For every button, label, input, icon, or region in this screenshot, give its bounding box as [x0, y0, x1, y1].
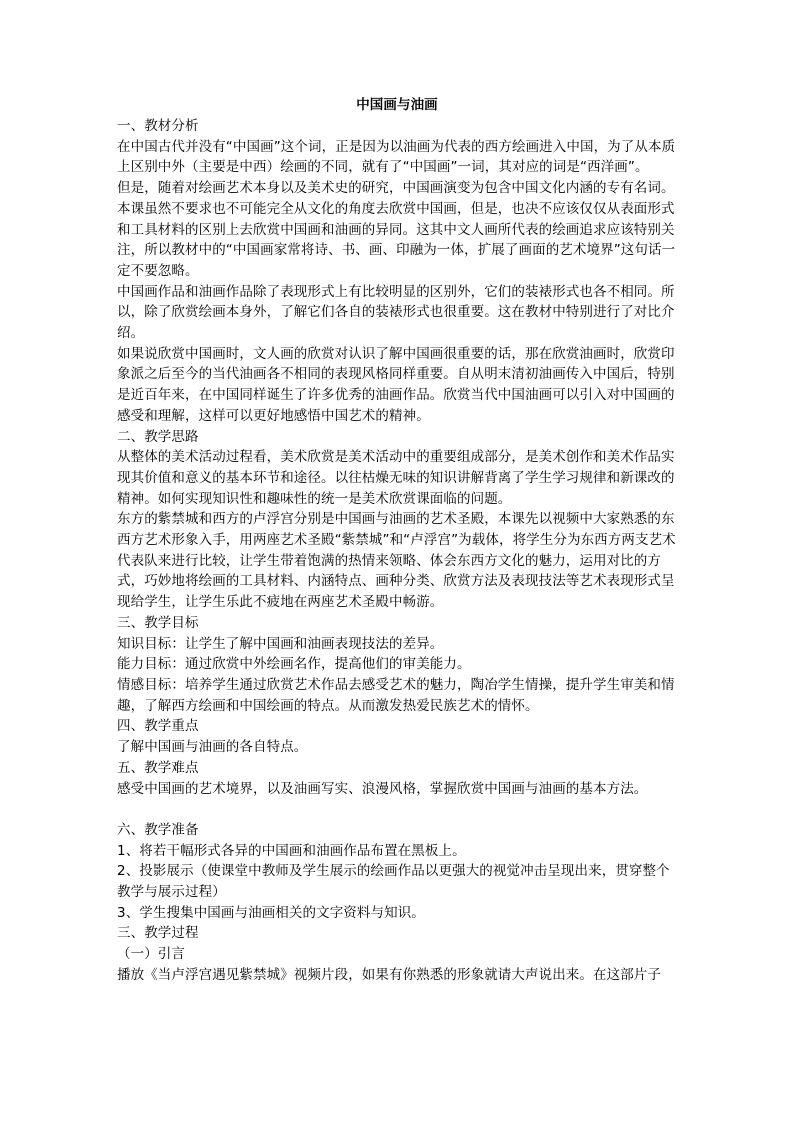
- body-paragraph: 2、投影展示（使课堂中教师及学生展示的绘画作品以更强大的视觉冲击呈现出来，贯穿整个教学与展示过程）: [117, 863, 670, 900]
- body-paragraph: 如果说欣赏中国画时，文人画的欣赏对认识了解中国画很重要的话，那在欣赏油画时，欣赏印象派之后至今的当代油画各不相同的表现风格同样重要。自从明末清初油画传入中国后，特别是近百年来，在中国同样诞生了许多优秀的油画作品。欣赏当代中国油画可以引入对中国画的感受和理解，这样可以更好地感悟中国艺术的精神。: [117, 345, 675, 424]
- body-paragraph: 能力目标：通过欣赏中外绘画名作，提高他们的审美能力。: [117, 656, 471, 673]
- section-heading: 六、教学准备: [117, 821, 199, 838]
- section-heading: （一）引言: [117, 946, 185, 963]
- document-page: [117, 94, 677, 986]
- body-paragraph: 3、学生搜集中国画与油画相关的文字资料与知识。: [117, 904, 425, 921]
- document-title: 中国画与油画: [356, 97, 438, 113]
- section-heading: 二、教学思路: [117, 428, 199, 445]
- section-heading: 三、教学过程: [117, 925, 199, 942]
- body-paragraph: 从整体的美术活动过程看，美术欣赏是美术活动中的重要组成部分，是美术创作和美术作品实现其价值和意义的基本环节和途径。以往枯燥无味的知识讲解背离了学生学习规律和新课改的精神。如何实现知识性和趣味性的统一是美术欣赏课面临的问题。: [117, 449, 675, 507]
- section-heading: 一、教材分析: [117, 118, 199, 134]
- body-paragraph: 中国画作品和油画作品除了表现形式上有比较明显的区别外，它们的装裱形式也各不相同。所以，除了欣赏绘画本身外，了解它们各自的装裱形式也很重要。这在教材中特别进行了对比介绍。: [117, 283, 675, 342]
- body-paragraph: 了解中国画与油画的各自特点。: [117, 739, 308, 756]
- section-heading: 三、教学目标: [117, 614, 199, 631]
- body-paragraph: 感受中国画的艺术境界，以及油画写实、浪漫风格，掌握欣赏中国画与油画的基本方法。: [117, 780, 648, 797]
- body-paragraph: 1、将若干幅形式各异的中国画和油画作品布置在黑板上。: [117, 842, 466, 859]
- blank-line: [117, 799, 677, 820]
- body-paragraph: 但是，随着对绘画艺术本身以及美术史的研究，中国画演变为包含中国文化内涵的专有名词。本课虽然不要求也不可能完全从文化的角度去欣赏中国画，但是，也决不应该仅仅从表面形式和工具材料的区别上去欣赏中国画和油画的异同。这其中文人画所代表的绘画追求应该特别关注，所以教材中的“中国画家常将诗、书、画、印融为一体，扩展了画面的艺术境界”这句话一定不要忽略。: [117, 180, 676, 279]
- body-paragraph: 播放《当卢浮宫遇见紫禁城》视频片段，如果有你熟悉的形象就请大声说出来。在这部片子: [117, 966, 661, 983]
- document-body: [117, 116, 677, 986]
- body-paragraph: 知识目标：让学生了解中国画和油画表现技法的差异。: [117, 635, 444, 652]
- section-heading: 五、教学难点: [117, 759, 199, 776]
- body-paragraph: 东方的紫禁城和西方的卢浮宫分别是中国画与油画的艺术圣殿，本课先以视频中大家熟悉的东西方艺术形象入手，用两座艺术圣殿“紫禁城”和“卢浮宫”为载体，将学生分为东西方两支艺术代表队来进行比较，让学生带着饱满的热情来领略、体会东西方文化的魅力，运用对比的方式，巧妙地将绘画的工具材料、内涵特点、画种分类、欣赏方法及表现技法等艺术表现形式呈现给学生，让学生乐此不疲地在两座艺术圣殿中畅游。: [117, 511, 676, 611]
- body-paragraph: 情感目标：培养学生通过欣赏艺术作品去感受艺术的魅力，陶冶学生情操，提升学生审美和情趣，了解西方绘画和中国绘画的特点。从而激发热爱民族艺术的情怀。: [117, 676, 675, 714]
- section-heading: 四、教学重点: [117, 718, 199, 735]
- body-paragraph: 在中国古代并没有“中国画”这个词，正是因为以油画为代表的西方绘画进入中国，为了从本质上区别中外（主要是中西）绘画的不同，就有了“中国画”一词，其对应的词是“西洋画”。: [117, 138, 676, 176]
